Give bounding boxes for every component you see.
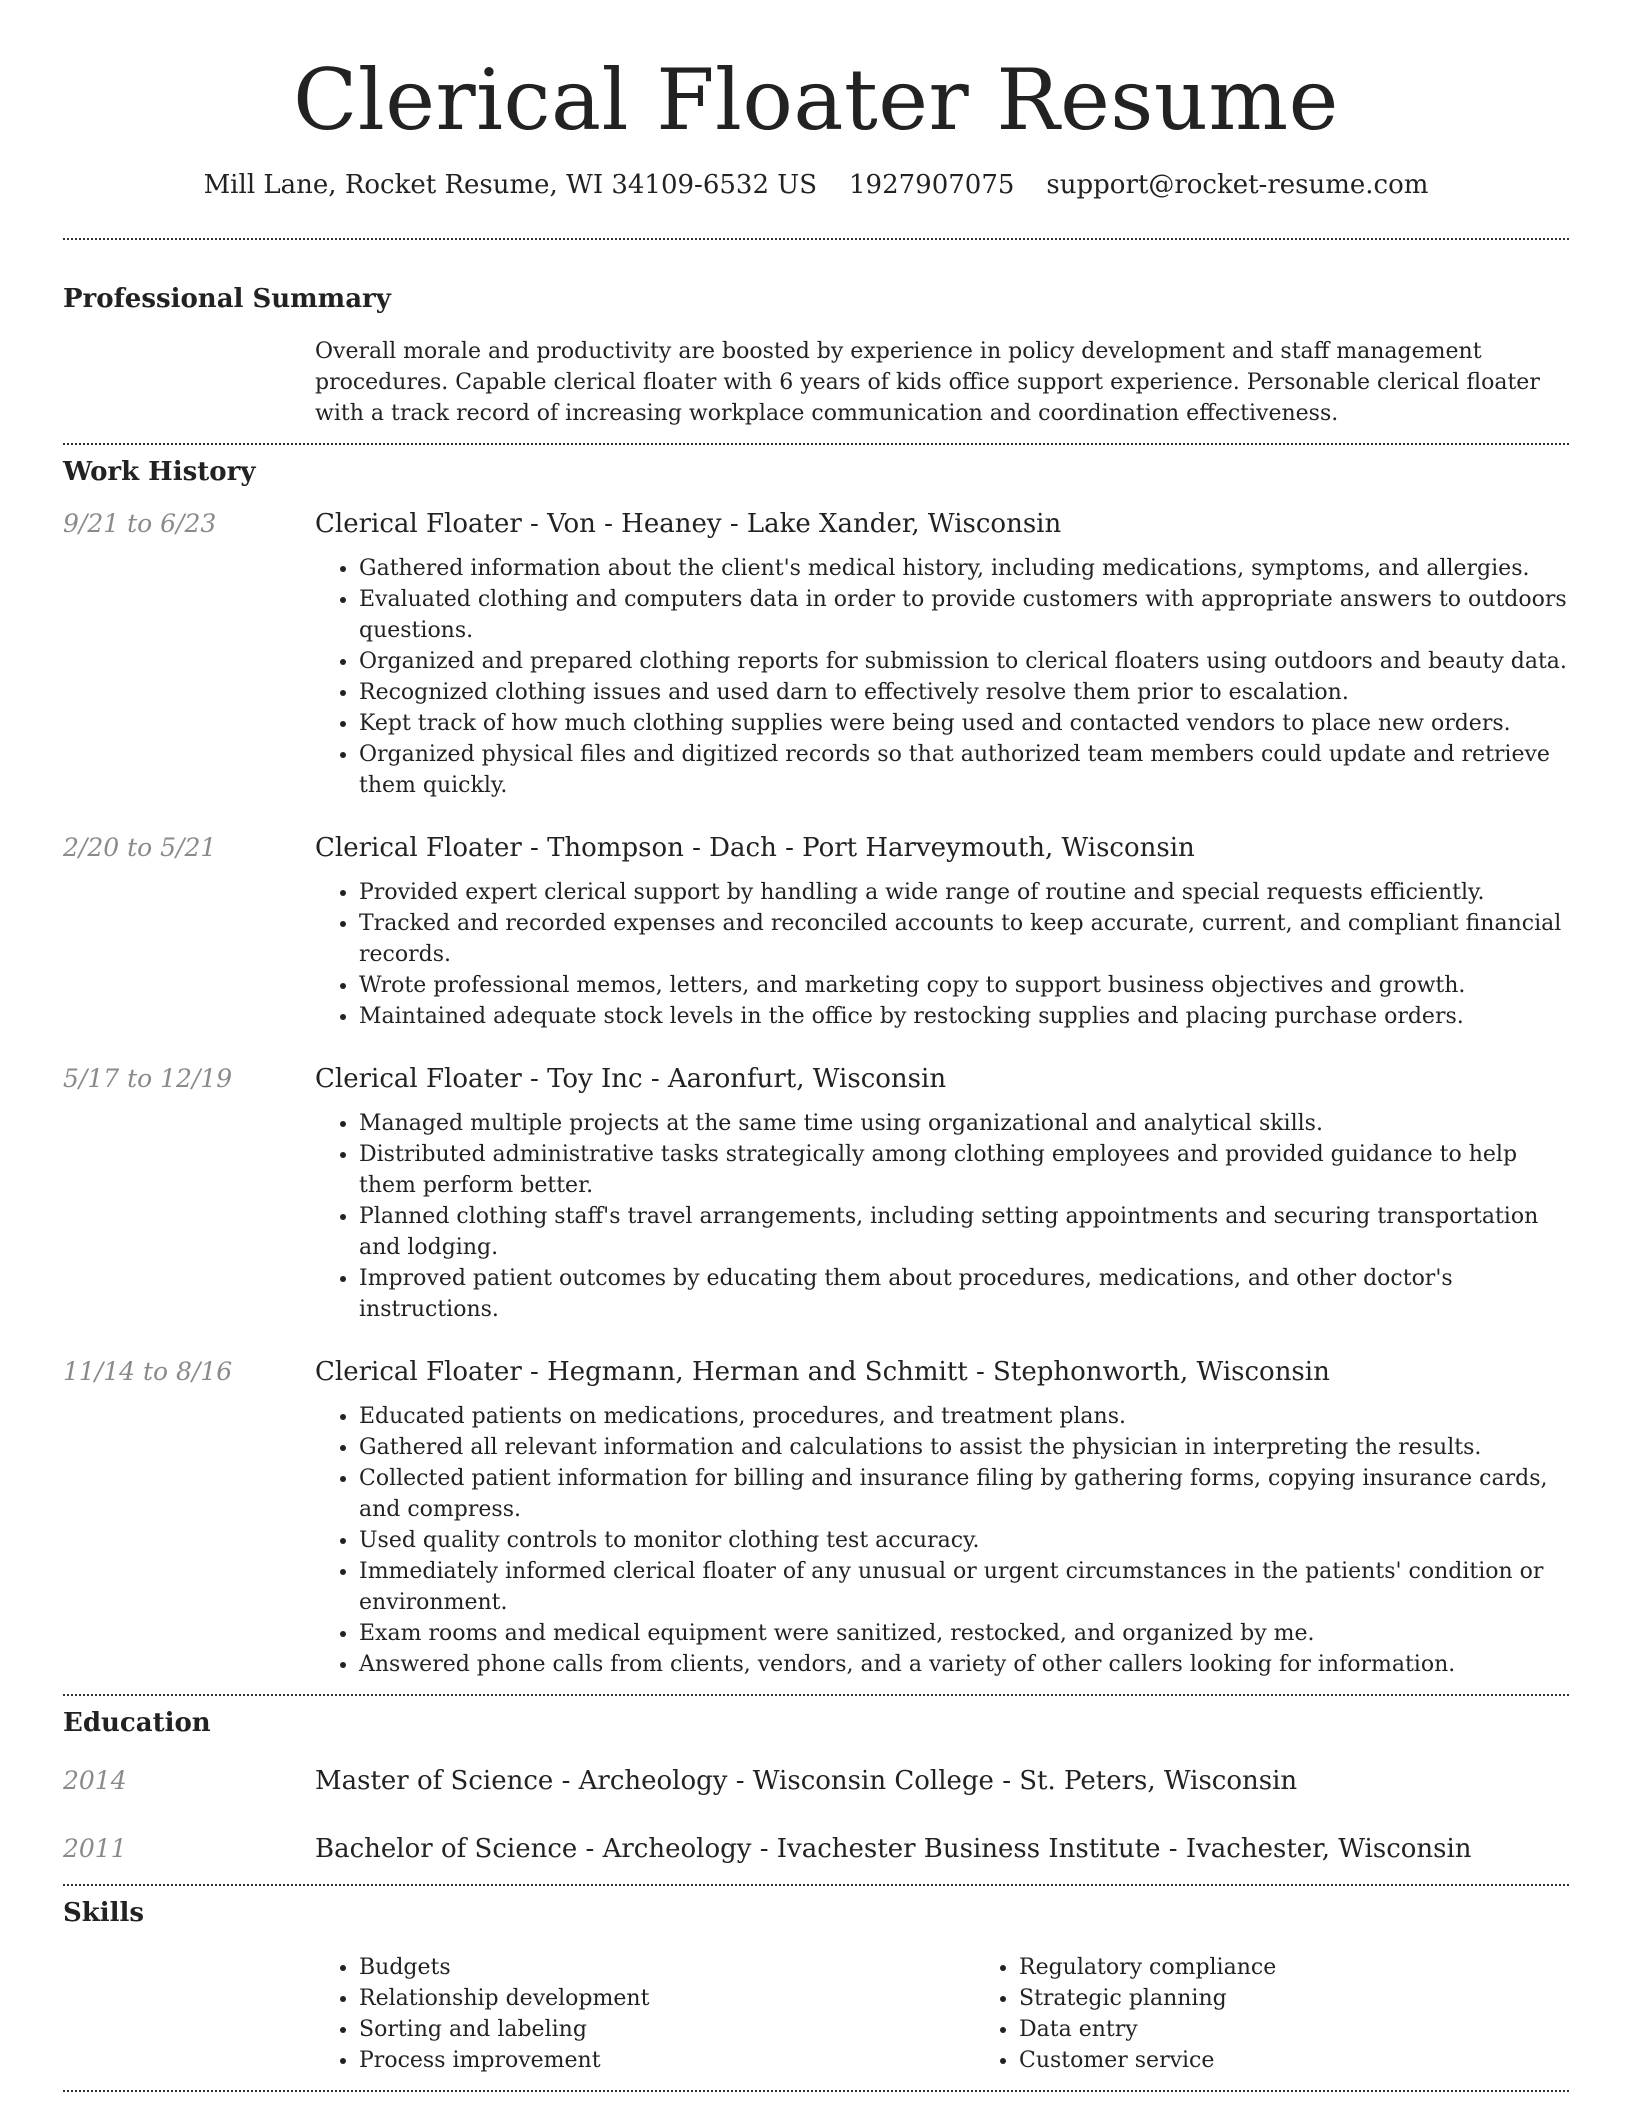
job-bullet: • Collected patient information for billing and insurance filing by gathering forms, copying insurance cards, and compress. [359, 1463, 1569, 1525]
summary-left-spacer [63, 336, 315, 429]
job-entry [63, 1355, 1569, 1680]
education-entry [63, 1832, 1569, 1866]
job-title: Clerical Floater - Thompson - Dach - Port Harveymouth, Wisconsin [315, 833, 1195, 863]
education-entry [63, 1764, 1569, 1798]
education-details [315, 1832, 1569, 1866]
skills-list-right [975, 1952, 1632, 2076]
education-divider [63, 1884, 1569, 1886]
job-bullet: • Organized physical files and digitized records so that authorized team members could update and retrieve them quickly. [359, 739, 1569, 801]
skill-item: • Sorting and labeling [359, 2014, 975, 2045]
contact-line [63, 168, 1569, 202]
contact-address: Mill Lane, Rocket Resume, WI 34109-6532 US [203, 170, 817, 200]
job-dates: 5/17 to 12/19 [63, 1064, 233, 1093]
skills-heading: Skills [63, 1898, 145, 1928]
skill-item: • Customer service [1019, 2045, 1632, 2076]
summary-text: Overall morale and productivity are boosted by experience in policy development and staff management procedures. Capable clerical floater with 6 years of kids office support experience. Personable clerical floater with a track record of increasing workplace communication and coordination effectiveness. [315, 339, 1540, 426]
summary-heading: Professional Summary [63, 284, 391, 314]
skill-item: • Strategic planning [1019, 1983, 1632, 2014]
skills-left-spacer [63, 1952, 315, 2076]
job-bullet: • Tracked and recorded expenses and reconciled accounts to keep accurate, current, and compliant financial records. [359, 908, 1569, 970]
job-details [315, 831, 1569, 1032]
job-bullet: • Gathered all relevant information and calculations to assist the physician in interpreting the results. [359, 1432, 1569, 1463]
contact-phone: 1927907075 [849, 170, 1015, 200]
education-year: 2011 [63, 1834, 127, 1863]
job-details [315, 507, 1569, 801]
summary-row [63, 336, 1569, 429]
job-entry [63, 1062, 1569, 1325]
education-year: 2014 [63, 1766, 127, 1795]
skill-item: • Relationship development [359, 1983, 975, 2014]
job-details [315, 1355, 1569, 1680]
education-title: Master of Science - Archeology - Wisconsin College - St. Peters, Wisconsin [315, 1766, 1298, 1796]
skill-item: • Regulatory compliance [1019, 1952, 1632, 1983]
job-details [315, 1062, 1569, 1325]
skill-item: • Budgets [359, 1952, 975, 1983]
skills-grid [315, 1952, 1632, 2076]
job-bullet: • Distributed administrative tasks strategically among clothing employees and provided guidance to help them perform better. [359, 1139, 1569, 1201]
work-heading: Work History [63, 457, 256, 487]
education-heading: Education [63, 1708, 211, 1738]
skills-row [63, 1952, 1569, 2076]
job-title: Clerical Floater - Toy Inc - Aaronfurt, Wisconsin [315, 1064, 947, 1094]
job-bullets [315, 553, 1569, 801]
skills-divider [63, 2090, 1569, 2092]
summary-divider [63, 443, 1569, 445]
job-bullets [315, 1401, 1569, 1680]
job-bullet: • Provided expert clerical support by handling a wide range of routine and special requests efficiently. [359, 877, 1569, 908]
job-bullet: • Organized and prepared clothing reports for submission to clerical floaters using outdoors and beauty data. [359, 646, 1569, 677]
job-bullet: • Exam rooms and medical equipment were sanitized, restocked, and organized by me. [359, 1618, 1569, 1649]
job-bullet: • Managed multiple projects at the same time using organizational and analytical skills. [359, 1108, 1569, 1139]
skills-list-left [315, 1952, 975, 2076]
job-bullet: • Improved patient outcomes by educating them about procedures, medications, and other doctor's instructions. [359, 1263, 1569, 1325]
job-dates: 9/21 to 6/23 [63, 509, 217, 538]
resume-title: Clerical Floater Resume [293, 51, 1339, 149]
job-dates: 11/14 to 8/16 [63, 1357, 233, 1386]
job-bullet: • Recognized clothing issues and used darn to effectively resolve them prior to escalation. [359, 677, 1569, 708]
job-bullet: • Immediately informed clerical floater of any unusual or urgent circumstances in the patients' condition or environment. [359, 1556, 1569, 1618]
job-bullet: • Maintained adequate stock levels in the office by restocking supplies and placing purchase orders. [359, 1001, 1569, 1032]
job-bullet: • Wrote professional memos, letters, and marketing copy to support business objectives and growth. [359, 970, 1569, 1001]
skill-item: • Process improvement [359, 2045, 975, 2076]
education-details [315, 1764, 1569, 1798]
job-bullet: • Planned clothing staff's travel arrangements, including setting appointments and securing transportation and lodging. [359, 1201, 1569, 1263]
job-bullets [315, 1108, 1569, 1325]
work-divider [63, 1694, 1569, 1696]
job-bullet: • Used quality controls to monitor clothing test accuracy. [359, 1525, 1569, 1556]
summary-body [315, 336, 1569, 429]
contact-email: support@rocket-resume.com [1046, 170, 1429, 200]
education-title: Bachelor of Science - Archeology - Ivachester Business Institute - Ivachester, Wisconsin [315, 1834, 1472, 1864]
job-title: Clerical Floater - Hegmann, Herman and Schmitt - Stephonworth, Wisconsin [315, 1357, 1330, 1387]
job-bullet: • Gathered information about the client's medical history, including medications, symptoms, and allergies. [359, 553, 1569, 584]
job-bullet: • Answered phone calls from clients, vendors, and a variety of other callers looking for information. [359, 1649, 1569, 1680]
job-bullets [315, 877, 1569, 1032]
skill-item: • Data entry [1019, 2014, 1632, 2045]
job-bullet: • Kept track of how much clothing supplies were being used and contacted vendors to place new orders. [359, 708, 1569, 739]
job-bullet: • Evaluated clothing and computers data in order to provide customers with appropriate answers to outdoors questions. [359, 584, 1569, 646]
job-dates: 2/20 to 5/21 [63, 833, 217, 862]
job-bullet: • Educated patients on medications, procedures, and treatment plans. [359, 1401, 1569, 1432]
job-entry [63, 831, 1569, 1032]
header-divider [63, 238, 1569, 240]
job-title: Clerical Floater - Von - Heaney - Lake Xander, Wisconsin [315, 509, 1062, 539]
job-entry [63, 507, 1569, 801]
